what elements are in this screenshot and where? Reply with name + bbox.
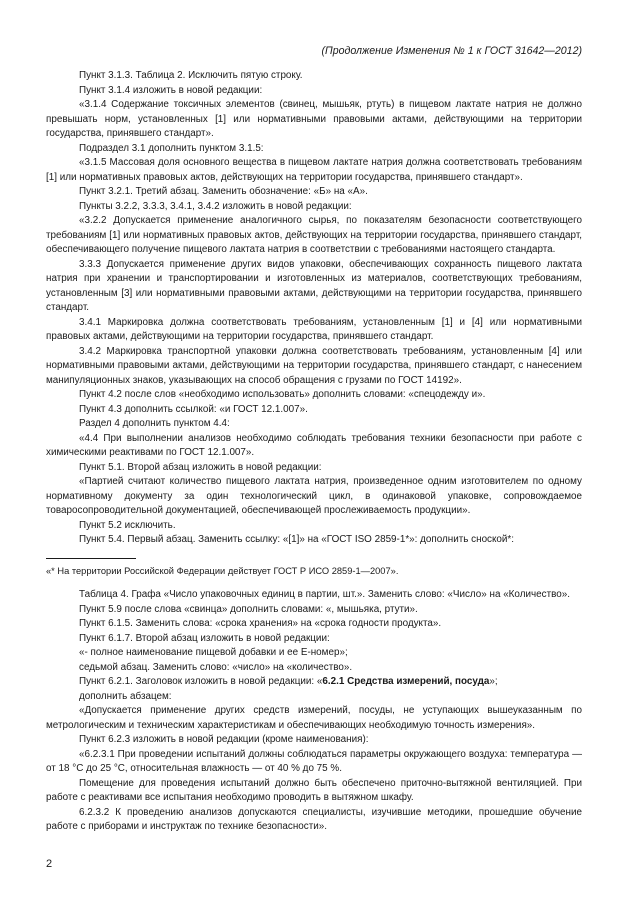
paragraph: Пункт 6.1.7. Второй абзац изложить в новой редакции: <box>79 632 330 644</box>
paragraph: «Партией считают количество пищевого лактата натрия, произведенное одним изготовителем по одному нормативному документу за один технологический цикл, в одинаковой упаковке, сопровождаемое товаросопроводительной документацией, обеспечивающей прослеживаемость продукции». <box>46 476 582 516</box>
paragraph: Пункт 4.2 после слов «необходимо использовать» дополнить словами: «спецодежду и». <box>79 389 486 400</box>
paragraph: «Допускается применение других средств измерений, посуды, не уступающих вышеуказанным по метрологическим и техническим характеристикам и обеспечивающих необходимую точность измерения». <box>46 705 582 731</box>
paragraph: Пункт 6.2.3 изложить в новой редакции (кроме наименования): <box>79 734 369 745</box>
paragraph: седьмой абзац. Заменить слово: «число» на «количество». <box>79 661 353 673</box>
paragraph: дополнить абзацем: <box>79 690 172 702</box>
paragraph: Пункт 5.4. Первый абзац. Заменить ссылку: «[1]» на «ГОСТ ISO 2859-1*»: дополнить сноской*: <box>79 534 515 545</box>
paragraph: 6.2.3.2 К проведению анализов допускаются специалисты, изучившие методики, прошедшие обучение работе с приборами и инструктаж по технике безопасности». <box>46 806 582 832</box>
paragraph: Пункт 5.9 после слова «свинца» дополнить словами: «, мышьяка, ртути». <box>79 603 418 615</box>
text-lead: Пункт 6.2.1. Заголовок изложить в новой редакции: « <box>79 676 323 687</box>
paragraph: «4.4 При выполнении анализов необходимо соблюдать требования техники безопасности при работе с химическими реактивами по ГОСТ 12.1.007». <box>46 432 582 458</box>
footnote: «* На территории Российской Федерации действует ГОСТ Р ИСО 2859-1—2007». <box>46 565 399 576</box>
body-mid <box>46 588 582 690</box>
paragraph: Таблица 4. Графа «Число упаковочных единиц в партии, шт.». Заменить слово: «Число» на «Количество». <box>79 589 570 600</box>
body-top <box>46 69 582 548</box>
bold-heading: 6.2.1 Средства измерений, посуда <box>322 676 490 687</box>
paragraph: Пункт 3.1.3. Таблица 2. Исключить пятую строку. <box>79 70 303 81</box>
paragraph: «3.1.5 Массовая доля основного вещества в пищевом лактате натрия должна соответствовать требованиям [1] или нормативных правовых актов, действующих на территории государства, принявшего стандарт». <box>46 157 582 183</box>
paragraph: Пункт 5.1. Второй абзац изложить в новой редакции: <box>79 461 322 473</box>
paragraph: Пункт 5.2 исключить. <box>79 519 176 531</box>
document-page <box>46 44 582 835</box>
running-header: (Продолжение Изменения № 1 к ГОСТ 31642—2012) <box>321 45 582 57</box>
paragraph: Пункт 3.1.4 изложить в новой редакции: <box>79 84 263 96</box>
paragraph: Пункт 3.2.1. Третий абзац. Заменить обозначение: «Б» на «А». <box>79 186 368 197</box>
paragraph: Помещение для проведения испытаний должно быть обеспечено приточно-вытяжной вентиляцией. При работе с реактивами все испытания необходимо проводить в вытяжном шкафу. <box>46 777 582 803</box>
paragraph: 3.4.2 Маркировка транспортной упаковки должна соответствовать требованиям, установленным [4] или нормативными правовыми актами, действующими на территории государства, принявшего стандарт, с нанесением манипуляционных знаков, указывающих на способ обращения с грузами по ГОСТ 14192». <box>46 345 582 386</box>
text-tail: »; <box>489 676 498 687</box>
paragraph-6-2-1 <box>46 675 582 690</box>
footnote-divider <box>46 558 136 559</box>
paragraph: Подраздел 3.1 дополнить пунктом 3.1.5: <box>79 142 264 154</box>
paragraph: «6.2.3.1 При проведении испытаний должны соблюдаться параметры окружающего воздуха: температура — от 18 °С до 25 °С, относительная влажность — от 40 % до 75 %. <box>46 748 582 774</box>
paragraph: Пункт 4.3 дополнить ссылкой: «и ГОСТ 12.1.007». <box>79 403 308 415</box>
paragraph: Раздел 4 дополнить пунктом 4.4: <box>79 418 230 429</box>
paragraph: «- полное наименование пищевой добавки и ее Е-номер»; <box>79 647 348 658</box>
body-bottom <box>46 690 582 835</box>
paragraph: «3.1.4 Содержание токсичных элементов (свинец, мышьяк, ртуть) в пищевом лактате натрия не должно превышать норм, установленных [1] или нормативными правовыми актами, действующими на территории государства, принявшего стандарт». <box>46 99 582 139</box>
paragraph: «3.2.2 Допускается применение аналогичного сырья, по показателям безопасности соответствующего требованиям [1] или нормативных правовых актов, действующих на территории государства, принявшего стандарт, обеспечивающего получение пищевого лактата натрия в соответствии с требованиями настоящего стандарта. <box>46 215 582 255</box>
paragraph: 3.4.1 Маркировка должна соответствовать требованиям, установленным [1] и [4] или нормативными правовых актами, действующими на территории государства, принявшего стандарт. <box>46 316 582 342</box>
page-number: 2 <box>46 858 53 870</box>
paragraph: Пункты 3.2.2, 3.3.3, 3.4.1, 3.4.2 изложить в новой редакции: <box>79 200 352 212</box>
paragraph: 3.3.3 Допускается применение других видов упаковки, обеспечивающих сохранность пищевого лактата натрия при хранении и транспортировании и изготовленных из материалов, соответствующих требованиям, установленным [3] или нормативными правовыми актами, действующими на территории государства, принявшего стандарт. <box>46 258 582 313</box>
paragraph: Пункт 6.1.5. Заменить слова: «срока хранения» на «срока годности продукта». <box>79 618 442 629</box>
